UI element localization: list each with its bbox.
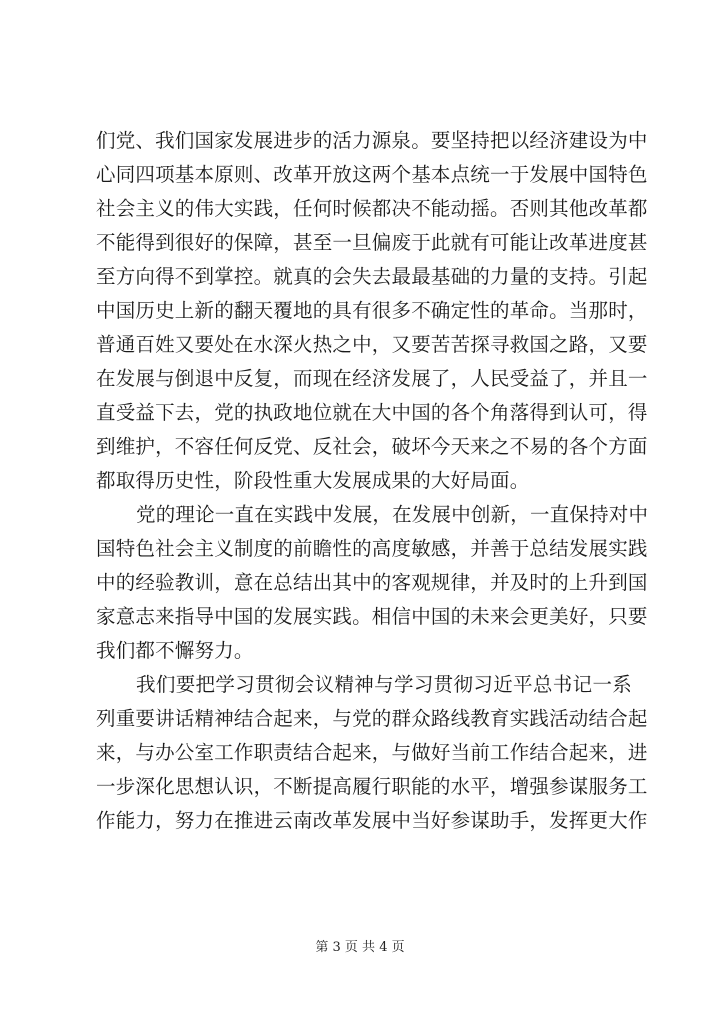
text-line: 作能力，努力在推进云南改革发展中当好参谋助手，发挥更大作: [96, 809, 648, 832]
text-line: 家意志来指导中国的发展实践。相信中国的未来会更美好，只要: [96, 605, 648, 628]
text-line: 一步深化思想认识，不断提高履行职能的水平，增强参谋服务工: [96, 775, 648, 798]
text-line: 到维护，不容任何反党、反社会，破坏今天来之不易的各个方面: [96, 435, 648, 458]
text-line: 我们要把学习贯彻会议精神与学习贯彻习近平总书记一系: [136, 673, 632, 696]
paragraph-1: [96, 124, 648, 498]
text-line: 来，与办公室工作职责结合起来，与做好当前工作结合起来，进: [96, 741, 648, 764]
text-line: 中的经验教训，意在总结出其中的客观规律，并及时的上升到国: [96, 571, 648, 594]
text-line: 至方向得不到掌控。就真的会失去最最基础的力量的支持。引起: [96, 265, 648, 288]
text-line: 心同四项基本原则、改革开放这两个基本点统一于发展中国特色: [96, 163, 648, 186]
page-number-footer: 第 3 页 共 4 页: [315, 940, 405, 955]
text-line: 列重要讲话精神结合起来，与党的群众路线教育实践活动结合起: [96, 707, 648, 730]
paragraph-2: [96, 498, 649, 668]
text-line: 社会主义的伟大实践，任何时候都决不能动摇。否则其他改革都: [96, 197, 648, 220]
text-line: 不能得到很好的保障，甚至一旦偏废于此就有可能让改革进度甚: [96, 231, 648, 254]
text-line: 国特色社会主义制度的前瞻性的高度敏感，并善于总结发展实践: [96, 537, 648, 560]
text-line: 普通百姓又要处在水深火热之中，又要苦苦探寻救国之路，又要: [96, 333, 648, 356]
text-line: 党的理论一直在实践中发展，在发展中创新，一直保持对中: [136, 503, 649, 526]
text-line: 们党、我们国家发展进步的活力源泉。要坚持把以经济建设为中: [96, 129, 648, 152]
paragraph-3: [96, 668, 648, 838]
text-line: 直受益下去，党的执政地位就在大中国的各个角落得到认可，得: [96, 401, 648, 424]
text-line: 都取得历史性，阶段性重大发展成果的大好局面。: [96, 469, 530, 492]
text-line: 在发展与倒退中反复，而现在经济发展了，人民受益了，并且一: [96, 367, 648, 390]
text-line: 我们都不懈努力。: [96, 639, 254, 662]
text-line: 中国历史上新的翻天覆地的具有很多不确定性的革命。当那时，: [96, 299, 648, 322]
document-body: [96, 124, 649, 838]
